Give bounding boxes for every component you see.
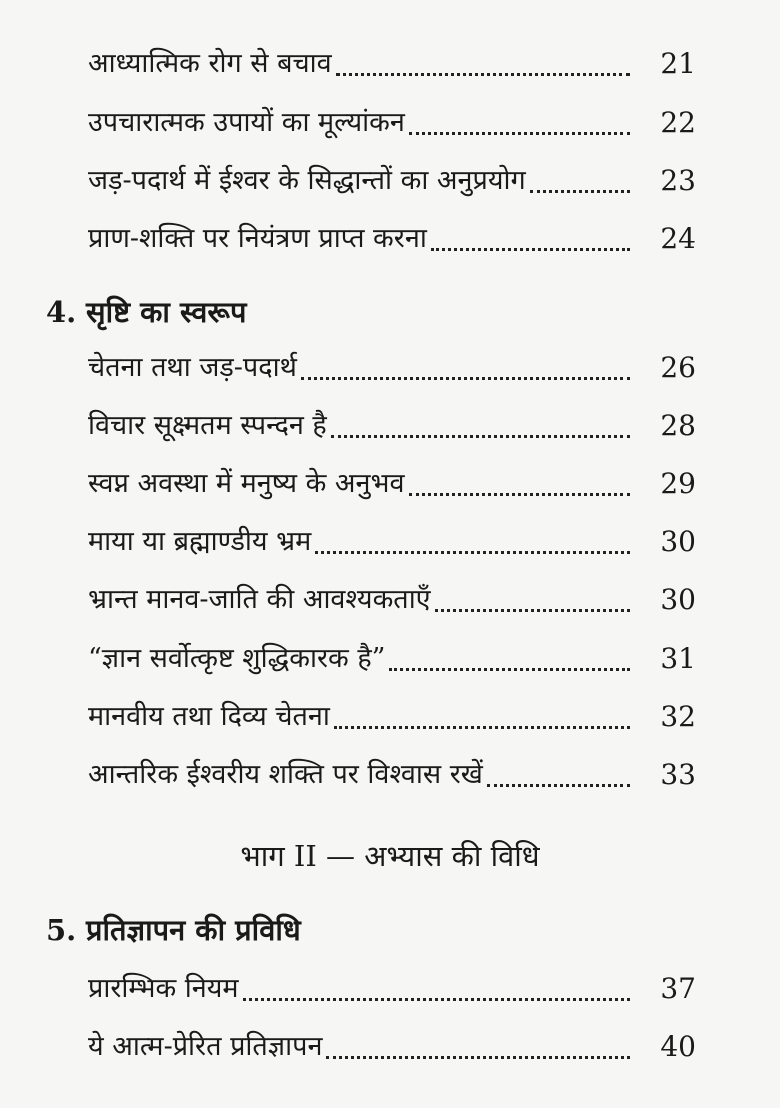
toc-entry	[88, 1021, 696, 1067]
toc-entry-page: 26	[660, 351, 696, 384]
toc-entry-title: उपचारात्मक उपायों का मूल्यांकन	[88, 107, 405, 138]
toc-entry-page: 24	[660, 222, 696, 255]
toc-entry-page: 30	[660, 583, 696, 616]
dot-leader	[315, 551, 630, 554]
dot-leader	[435, 609, 630, 612]
toc-entry-page: 22	[660, 106, 696, 139]
chapter-title: सृष्टि का स्वरूप	[86, 295, 247, 329]
dot-leader	[331, 435, 630, 438]
toc-entry	[88, 458, 696, 504]
toc-entry-page: 31	[660, 642, 696, 675]
toc-entry	[88, 400, 696, 446]
toc-entry	[88, 574, 696, 620]
part-heading: भाग II — अभ्यास की विधि	[240, 839, 540, 873]
toc-entry-title: “ज्ञान सर्वोत्कृष्ट शुद्धिकारक है”	[88, 643, 386, 674]
toc-entry-title: आन्तरिक ईश्वरीय शक्ति पर विश्वास रखें	[88, 759, 483, 790]
dot-leader	[336, 73, 630, 76]
dot-leader	[409, 493, 630, 496]
toc-entry-page: 33	[660, 758, 696, 791]
dot-leader	[389, 668, 630, 671]
dot-leader	[431, 248, 630, 251]
toc-entry-title: प्राण-शक्ति पर नियंत्रण प्राप्त करना	[88, 223, 427, 254]
dot-leader	[487, 784, 630, 787]
toc-entry-title: मानवीय तथा दिव्य चेतना	[88, 701, 330, 732]
toc-entry	[88, 691, 696, 737]
toc-entry	[88, 38, 696, 84]
toc-entry-title: आध्यात्मिक रोग से बचाव	[88, 48, 332, 79]
toc-entry-page: 32	[660, 700, 696, 733]
dot-leader	[301, 377, 630, 380]
toc-entry	[88, 963, 696, 1009]
dot-leader	[243, 998, 630, 1001]
toc-entry	[88, 342, 696, 388]
toc-entry-title: विचार सूक्ष्मतम स्पन्दन है	[88, 410, 327, 441]
toc-entry	[88, 97, 696, 143]
toc-entry-page: 40	[660, 1030, 696, 1063]
toc-entry-page: 37	[660, 972, 696, 1005]
toc-entry-title: माया या ब्रह्माण्डीय भ्रम	[88, 526, 312, 557]
toc-entry	[88, 213, 696, 259]
dot-leader	[326, 1056, 630, 1059]
toc-entry-page: 28	[660, 409, 696, 442]
chapter-heading	[46, 288, 696, 336]
dot-leader	[409, 132, 630, 135]
dot-leader	[334, 726, 630, 729]
toc-entry	[88, 516, 696, 562]
toc-entry-title: भ्रान्त मानव-जाति की आवश्यकताएँ	[88, 584, 431, 615]
toc-entry-page: 23	[660, 164, 696, 197]
toc-entry-title: ये आत्म-प्रेरित प्रतिज्ञापन	[88, 1031, 323, 1062]
toc-entry-page: 21	[660, 47, 696, 80]
toc-entry-title: प्रारम्भिक नियम	[88, 973, 239, 1004]
toc-entry	[88, 633, 696, 679]
dot-leader	[530, 190, 630, 193]
chapter-number: 4.	[46, 295, 77, 329]
chapter-heading	[46, 906, 696, 954]
toc-entry-title: स्वप्न अवस्था में मनुष्य के अनुभव	[88, 468, 405, 499]
toc-entry-page: 29	[660, 467, 696, 500]
toc-entry	[88, 749, 696, 795]
toc-entry-title: जड़-पदार्थ में ईश्वर के सिद्धान्तों का अनुप्रयोग	[88, 165, 526, 196]
chapter-number: 5.	[46, 913, 77, 947]
toc-entry	[88, 155, 696, 201]
toc-entry-title: चेतना तथा जड़-पदार्थ	[88, 352, 297, 383]
toc-entry-page: 30	[660, 525, 696, 558]
chapter-title: प्रतिज्ञापन की प्रविधि	[86, 913, 301, 947]
